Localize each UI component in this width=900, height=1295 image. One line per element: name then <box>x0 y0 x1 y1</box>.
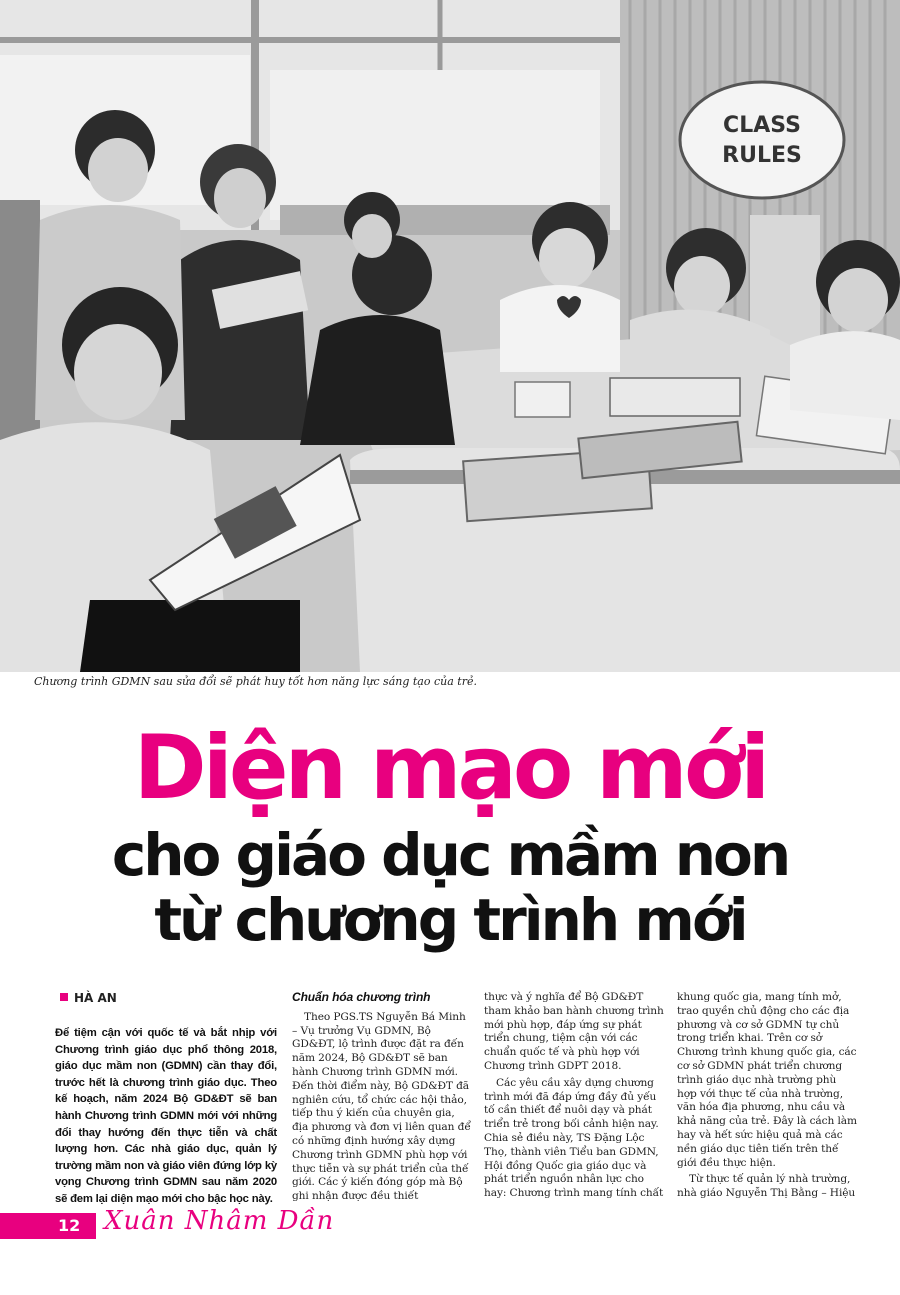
page-number: 12 <box>58 1216 81 1235</box>
footer-accent-bar <box>0 1213 96 1239</box>
lead-paragraph: Để tiệm cận với quốc tế và bắt nhịp với Chương trình giáo dục phổ thông 2018, giáo dục mầm non (GDMN) cần thay đổi, trước hết là chương trình giáo dục. Theo kế hoạch, năm 2024 Bộ GD&ĐT sẽ ban hành Chương trình GDMN mới với những đổi thay hướng đến thực tiễn và chất lượng hơn. Các nhà giáo dục, quản lý trường mầm non và giáo viên đứng lớp kỳ vọng Chương trình GDMN sau năm 2020 sẽ đem lại diện mạo mới cho bậc học này. <box>55 1027 277 1205</box>
byline-square-icon <box>60 993 68 1001</box>
issue-title: Xuân Nhâm Dần <box>104 1206 335 1236</box>
body-column-4 <box>677 991 857 1204</box>
sign-text-2: RULES <box>722 143 802 168</box>
photo-caption: Chương trình GDMN sau sửa đổi sẽ phát huy tốt hơn năng lực sáng tạo của trẻ. <box>34 675 477 688</box>
body-column-2 <box>292 991 472 1207</box>
headline-line-1: Diện mạo mới <box>133 716 767 819</box>
body-paragraph: Theo PGS.TS Nguyễn Bá Minh – Vụ trưởng Vụ GDMN, Bộ GD&ĐT, lộ trình được đặt ra đến năm 2024, Bộ GD&ĐT sẽ ban hành Chương trình GDMN mới. Đến thời điểm này, Bộ GD&ĐT đã nghiên cứu, tổ chức các hội thảo, tiếp thu ý kiến của chuyên gia, địa phương và đơn vị liên quan để có những định hướng xây dựng Chương trình GDMN phù hợp với thực tiễn và sự phát triển của thế giới. Các ý kiến đóng góp mà Bộ ghi nhận được đều thiết <box>292 1010 471 1203</box>
headline-line-3: từ chương trình mới <box>154 886 746 954</box>
body-paragraph: Các yêu cầu xây dựng chương trình mới đã đáp ứng đầy đủ yếu tố cần thiết để nuôi dạy và phát triển trẻ trong bối cảnh hiện nay. Chia sẻ điều này, TS Đặng Lộc Thọ, thành viên Tiểu ban GDMN, Hội đồng Quốc gia giáo dục và phát triển nguồn nhân lực cho hay: Chương trình mang tính chất <box>484 1076 664 1200</box>
author-byline <box>60 991 117 1005</box>
section-subhead: Chuẩn hóa chương trình <box>292 990 431 1004</box>
body-paragraph: thực và ý nghĩa để Bộ GD&ĐT tham khảo ban hành chương trình mới phù hợp, đáp ứng sự phát triển chung, tiệm cận với các chuẩn quốc tế và phù hợp với Chương trình GDPT 2018. <box>484 991 664 1072</box>
body-column-3 <box>484 991 664 1204</box>
headline-line-2: cho giáo dục mầm non <box>111 821 789 889</box>
body-paragraph: Từ thực tế quản lý nhà trường, nhà giáo Nguyễn Thị Bằng – Hiệu <box>677 1173 856 1200</box>
sign-text-1: CLASS <box>723 113 801 138</box>
body-paragraph: khung quốc gia, mang tính mở, trao quyền chủ động cho các địa phương và cơ sở GDMN tự chủ trong triển khai. Trên cơ sở Chương trình khung quốc gia, các cơ sở GDMN phát triển chương trình giáo dục nhà trường phù hợp với thực tế của nhà trường, văn hóa địa phương, nhu cầu và khả năng của trẻ. Đây là cách làm hay và hết sức hiệu quả mà các nền giáo dục tiên tiến trên thế giới đều thực hiện. <box>677 991 857 1169</box>
author-name: HÀ AN <box>74 991 117 1005</box>
